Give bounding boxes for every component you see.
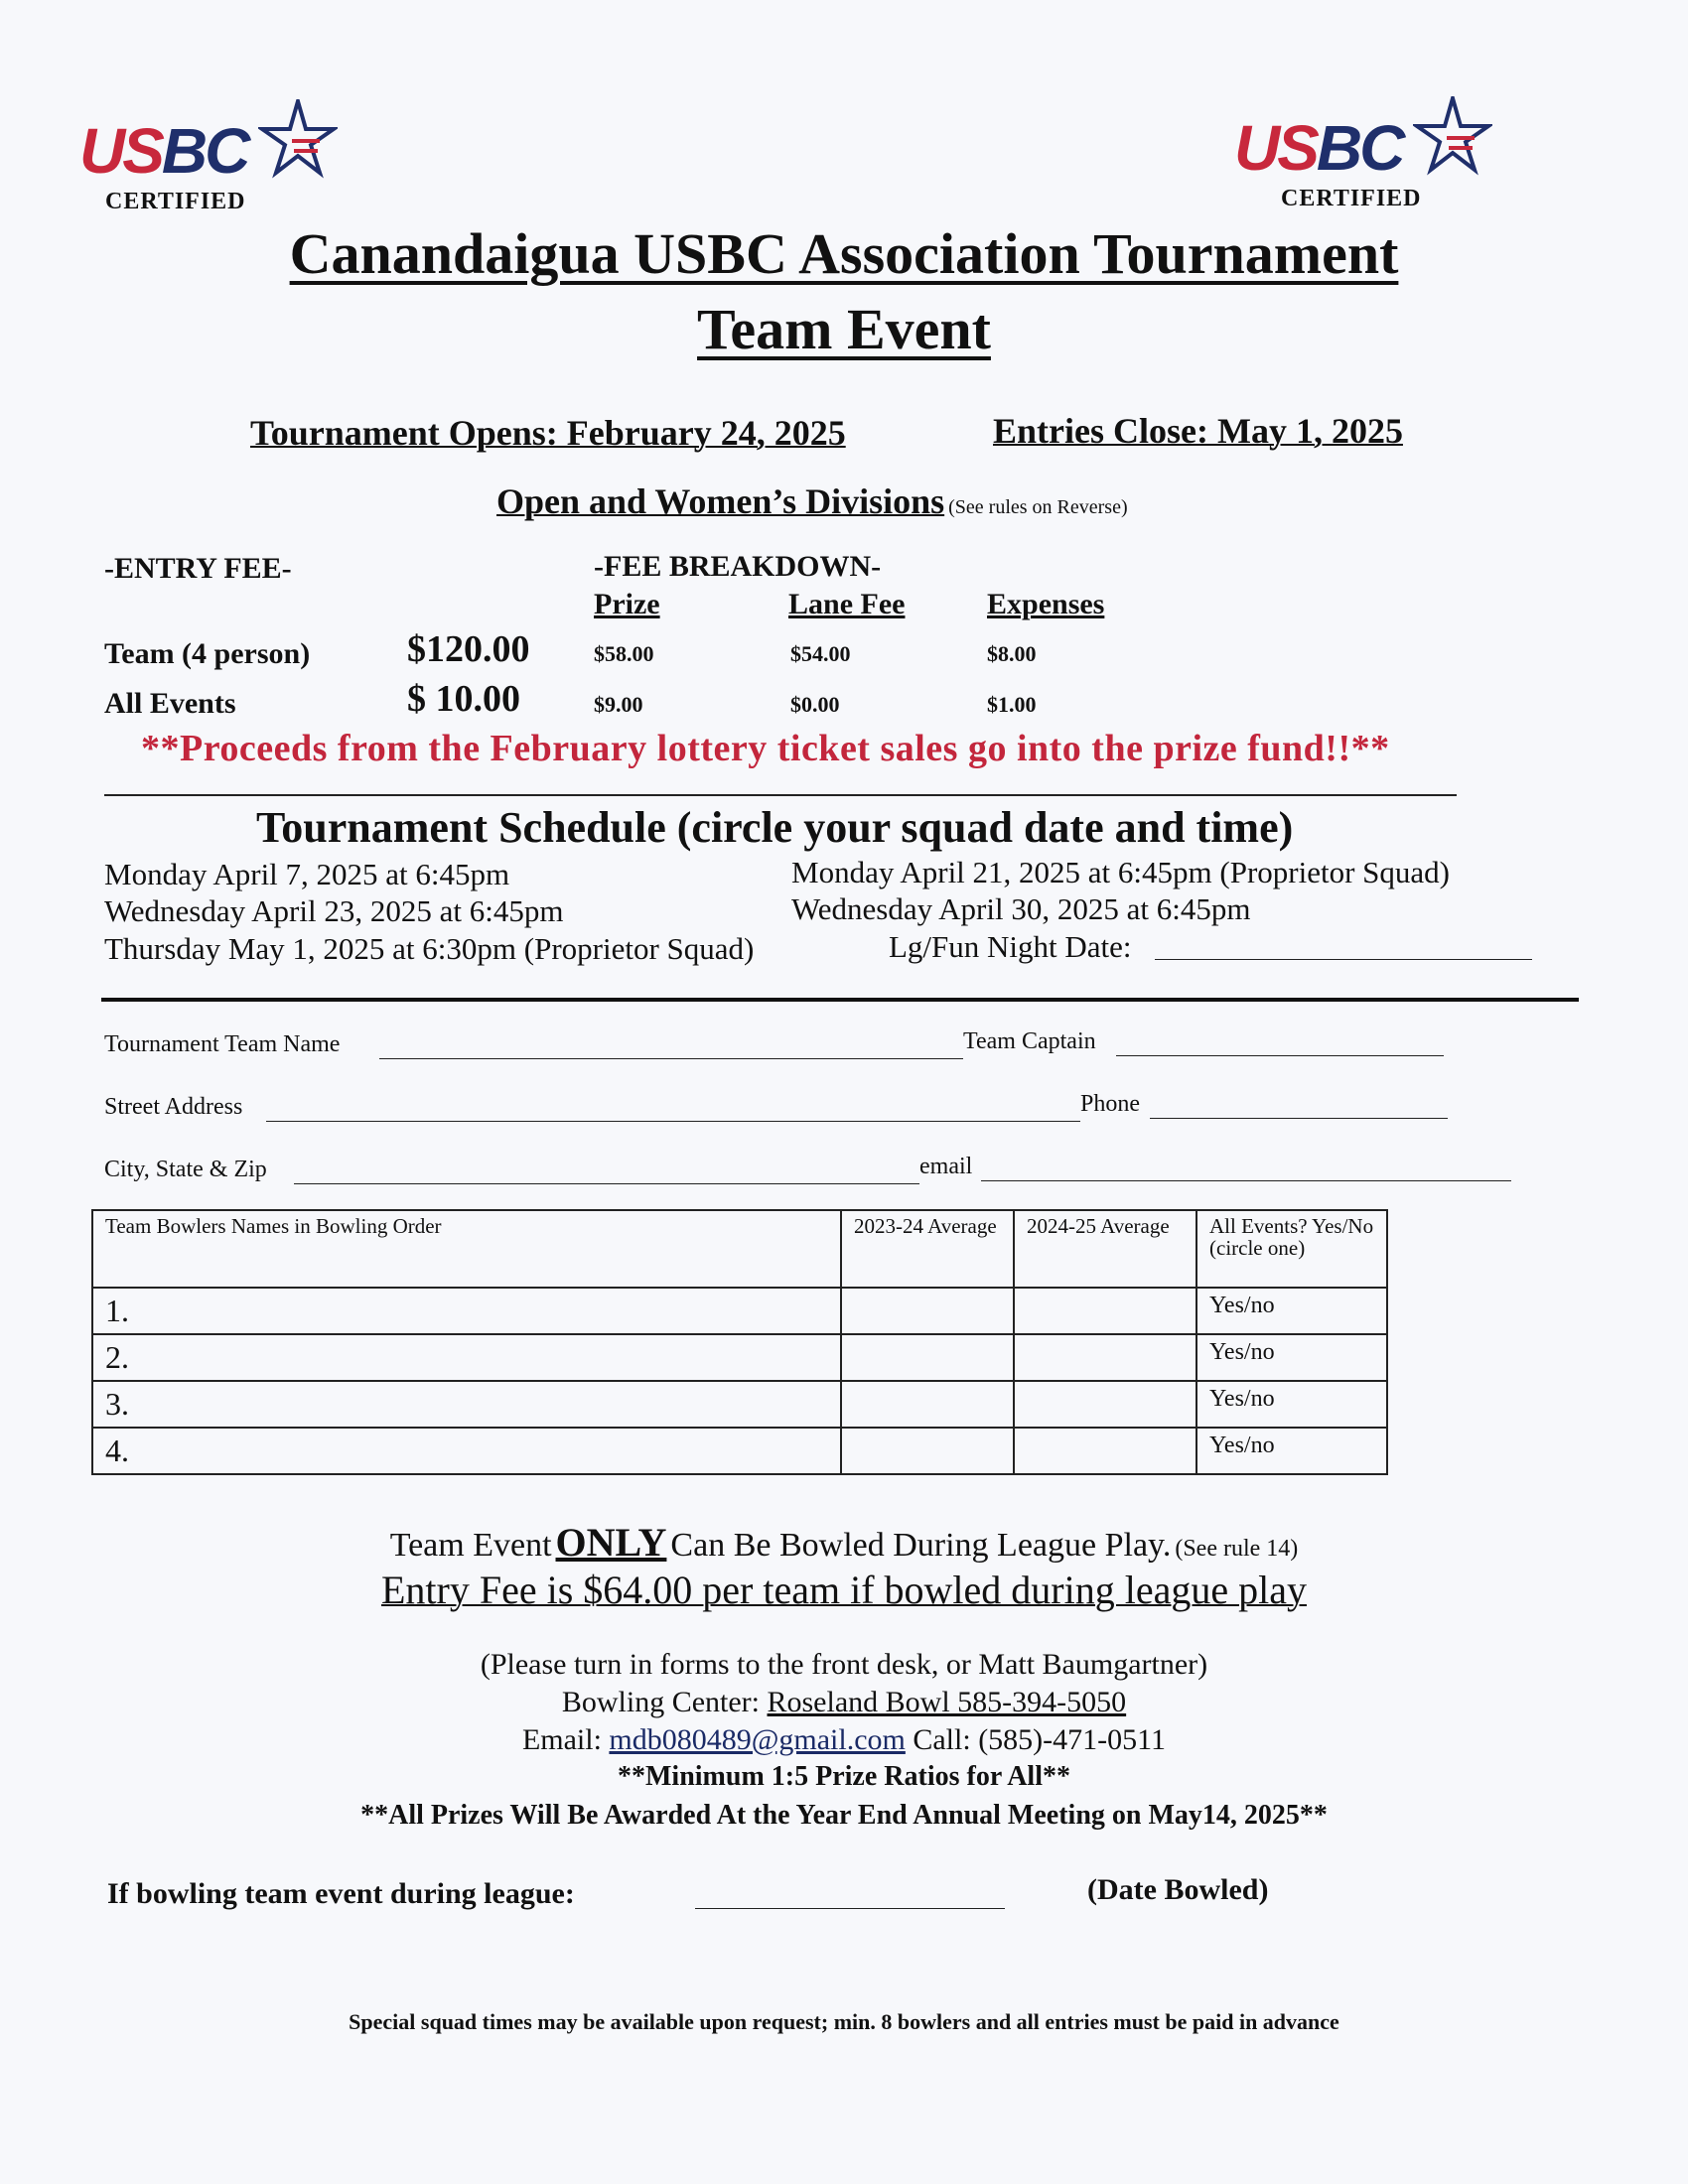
all-events-cell[interactable]: Yes/no: [1196, 1334, 1387, 1381]
header-avg-2023: 2023-24 Average: [841, 1210, 1014, 1288]
league-date-label: If bowling team event during league:: [107, 1877, 575, 1910]
team-name-input[interactable]: [379, 1058, 963, 1059]
bowling-center-value: Roseland Bowl 585-394-5050: [767, 1686, 1127, 1718]
table-row: [92, 1288, 1387, 1334]
certified-label: CERTIFIED: [1281, 186, 1422, 211]
row-number: 2.: [105, 1339, 129, 1375]
logo-letters-us: US: [1234, 112, 1317, 184]
city-label: City, State & Zip: [104, 1157, 267, 1182]
schedule-item: Wednesday April 23, 2025 at 6:45pm: [104, 893, 564, 928]
league-fee-line: Entry Fee is $64.00 per team if bowled during league play: [381, 1568, 1307, 1612]
contact-email-link[interactable]: mdb080489@gmail.com: [609, 1723, 906, 1756]
team-fee-amount: $120.00: [407, 628, 530, 670]
divisions-heading: [496, 480, 1128, 522]
team-fee-label: Team (4 person): [104, 637, 311, 670]
fee-breakdown-label: -FEE BREAKDOWN-: [594, 550, 882, 583]
street-label: Street Address: [104, 1094, 243, 1120]
prize-ratio-note: **Minimum 1:5 Prize Ratios for All**: [618, 1761, 1070, 1792]
col-expenses: Expenses: [987, 588, 1105, 620]
email-call-line: [0, 1723, 1688, 1757]
turn-in-note: (Please turn in forms to the front desk, or Matt Baumgartner): [480, 1648, 1208, 1681]
bowling-center-line: [0, 1686, 1688, 1719]
divisions-note: (See rules on Reverse): [948, 496, 1128, 518]
contact-call: Call: (585)-471-0511: [913, 1723, 1167, 1756]
divider: [101, 998, 1579, 1002]
schedule-item: Monday April 21, 2025 at 6:45pm (Proprietor Squad): [791, 855, 1450, 889]
table-row: [92, 1428, 1387, 1474]
avg-2024-cell[interactable]: [1014, 1334, 1196, 1381]
avg-2024-cell[interactable]: [1014, 1428, 1196, 1474]
avg-2024-cell[interactable]: [1014, 1288, 1196, 1334]
awards-note: **All Prizes Will Be Awarded At the Year End Annual Meeting on May14, 2025**: [360, 1800, 1328, 1831]
email-label: email: [919, 1154, 973, 1179]
street-input[interactable]: [266, 1121, 1080, 1122]
city-input[interactable]: [294, 1183, 919, 1184]
schedule-item: Monday April 7, 2025 at 6:45pm: [104, 857, 510, 891]
team-prize: $58.00: [594, 641, 654, 666]
captain-input[interactable]: [1116, 1055, 1444, 1056]
avg-2024-cell[interactable]: [1014, 1381, 1196, 1428]
schedule-item: Thursday May 1, 2025 at 6:30pm (Proprietor Squad): [104, 931, 755, 966]
league-pre: Team Event: [389, 1527, 552, 1564]
row-number: 4.: [105, 1433, 129, 1468]
header-names: Team Bowlers Names in Bowling Order: [92, 1210, 841, 1288]
divisions-label: Open and Women’s Divisions: [496, 481, 945, 521]
col-prize: Prize: [594, 588, 660, 620]
usbc-logo-left: [79, 114, 348, 233]
all-events-cell[interactable]: Yes/no: [1196, 1428, 1387, 1474]
lg-fun-night-input[interactable]: [1155, 959, 1532, 960]
team-expenses: $8.00: [987, 641, 1037, 666]
contact-email-label: Email:: [521, 1723, 602, 1756]
team-name-label: Tournament Team Name: [104, 1031, 341, 1057]
team-lane-fee: $54.00: [790, 641, 851, 666]
all-events-lane-fee: $0.00: [790, 692, 840, 717]
certified-label: CERTIFIED: [105, 189, 246, 214]
header-avg-2024: 2024-25 Average: [1014, 1210, 1196, 1288]
logo-letters-us: US: [79, 115, 162, 187]
star-icon: [1413, 96, 1492, 176]
tournament-opens: Tournament Opens: February 24, 2025: [250, 413, 846, 453]
avg-2023-cell[interactable]: [841, 1334, 1014, 1381]
table-row: [92, 1381, 1387, 1428]
league-only: ONLY: [555, 1520, 667, 1565]
col-lane-fee: Lane Fee: [788, 588, 906, 620]
league-date-input[interactable]: [695, 1908, 1005, 1909]
all-events-cell[interactable]: Yes/no: [1196, 1381, 1387, 1428]
entry-fee-label: -ENTRY FEE-: [104, 552, 292, 585]
avg-2023-cell[interactable]: [841, 1428, 1014, 1474]
logo-letters-bc: BC: [1316, 112, 1403, 184]
all-events-prize: $9.00: [594, 692, 643, 717]
logo-letters-bc: BC: [161, 115, 248, 187]
bowling-center-label: Bowling Center:: [561, 1686, 760, 1718]
league-play-line: [0, 1519, 1688, 1566]
phone-input[interactable]: [1150, 1118, 1448, 1119]
date-bowled-label: (Date Bowled): [1087, 1873, 1269, 1906]
email-input[interactable]: [981, 1180, 1511, 1181]
all-events-amount: $ 10.00: [407, 678, 520, 720]
all-events-label: All Events: [104, 687, 236, 720]
bowlers-table: [91, 1209, 1388, 1475]
usbc-logo-right: [1234, 111, 1502, 230]
lg-fun-night-label: Lg/Fun Night Date:: [889, 929, 1132, 964]
table-row: [92, 1334, 1387, 1381]
league-post: Can Be Bowled During League Play.: [670, 1527, 1172, 1564]
header-all-events: All Events? Yes/No (circle one): [1196, 1210, 1387, 1288]
avg-2023-cell[interactable]: [841, 1288, 1014, 1334]
row-number: 1.: [105, 1293, 129, 1328]
bowler-name-cell[interactable]: [92, 1381, 841, 1428]
schedule-title: Tournament Schedule (circle your squad date and time): [256, 803, 1294, 852]
captain-label: Team Captain: [963, 1028, 1096, 1054]
schedule-item: Wednesday April 30, 2025 at 6:45pm: [791, 891, 1251, 926]
bowler-name-cell[interactable]: [92, 1428, 841, 1474]
bowler-name-cell[interactable]: [92, 1334, 841, 1381]
all-events-expenses: $1.00: [987, 692, 1037, 717]
phone-label: Phone: [1080, 1091, 1140, 1117]
star-icon: [258, 99, 338, 179]
proceeds-note: **Proceeds from the February lottery ticket sales go into the prize fund!!**: [141, 728, 1390, 769]
page-title-line1: Canandaigua USBC Association Tournament: [289, 221, 1399, 286]
entries-close: Entries Close: May 1, 2025: [993, 411, 1403, 451]
table-header-row: [92, 1210, 1387, 1288]
divider: [104, 794, 1457, 796]
avg-2023-cell[interactable]: [841, 1381, 1014, 1428]
bowler-name-cell[interactable]: [92, 1288, 841, 1334]
page-title-line2: Team Event: [697, 297, 991, 361]
all-events-cell[interactable]: Yes/no: [1196, 1288, 1387, 1334]
league-rule: (See rule 14): [1175, 1536, 1299, 1562]
footer-note: Special squad times may be available upon request; min. 8 bowlers and all entries must be paid in advance: [349, 2009, 1339, 2034]
row-number: 3.: [105, 1386, 129, 1422]
